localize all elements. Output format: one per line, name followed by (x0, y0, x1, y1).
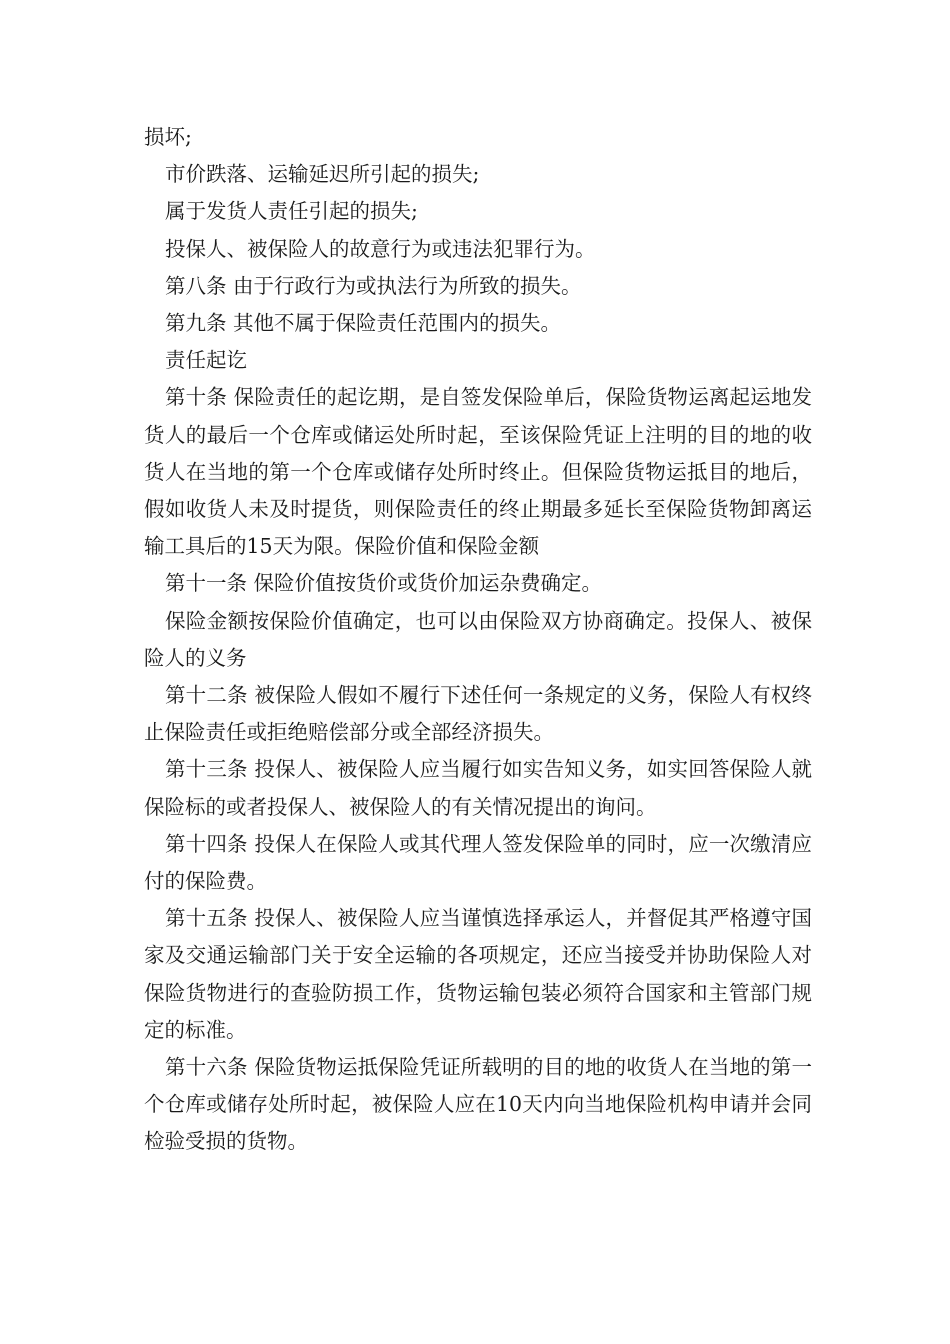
paragraph-intentional-acts: 投保人、被保险人的故意行为或违法犯罪行为。 (165, 236, 596, 261)
paragraph-article-14: 第十四条 投保人在保险人或其代理人签发保险单的同时，应一次缴清应付的保险费。 (144, 831, 812, 894)
section-heading-liability-period: 责任起讫 (165, 348, 247, 373)
paragraph-damage: 损坏; (144, 125, 192, 149)
document-body (144, 119, 812, 1161)
paragraph-market-decline: 市价跌落、运输延迟所引起的损失; (165, 162, 480, 187)
paragraph-article-15: 第十五条 投保人、被保险人应当谨慎选择承运人，并督促其严格遵守国家及交通运输部门关于安全运输的各项规定，还应当接受并协助保险人对保险货物进行的查验防损工作，货物运输包装必须符合国家和主管部门规定的标准。 (144, 906, 812, 1042)
paragraph-article-12: 第十二条 被保险人假如不履行下述任何一条规定的义务，保险人有权终止保险责任或拒绝赔偿部分或全部经济损失。 (144, 683, 812, 745)
paragraph-article-13: 第十三条 投保人、被保险人应当履行如实告知义务，如实回答保险人就保险标的或者投保人、被保险人的有关情况提出的询问。 (144, 757, 812, 819)
paragraph-article-9: 第九条 其他不属于保险责任范围内的损失。 (165, 311, 562, 336)
paragraph-article-11: 第十一条 保险价值按货价或货价加运杂费确定。 (165, 571, 603, 596)
paragraph-shipper-liability: 属于发货人责任引起的损失; (165, 199, 418, 224)
paragraph-insured-amount: 保险金额按保险价值确定，也可以由保险双方协商确定。投保人、被保险人的义务 (144, 608, 812, 670)
paragraph-article-10: 第十条 保险责任的起讫期，是自签发保险单后，保险货物运离起运地发货人的最后一个仓库或储运处所时起，至该保险凭证上注明的目的地的收货人在当地的第一个仓库或储存处所时终止。但保险货物运抵目的地后，假如收货人未及时提货，则保险责任的终止期最多延长至保险货物卸离运输工具后的15天为限。保险价值和保险金额 (144, 385, 812, 559)
paragraph-article-8: 第八条 由于行政行为或执法行为所致的损失。 (165, 273, 582, 298)
paragraph-article-16: 第十六条 保险货物运抵保险凭证所载明的目的地的收货人在当地的第一个仓库或储存处所时起，被保险人应在10天内向当地保险机构申请并会同检验受损的货物。 (144, 1055, 812, 1154)
